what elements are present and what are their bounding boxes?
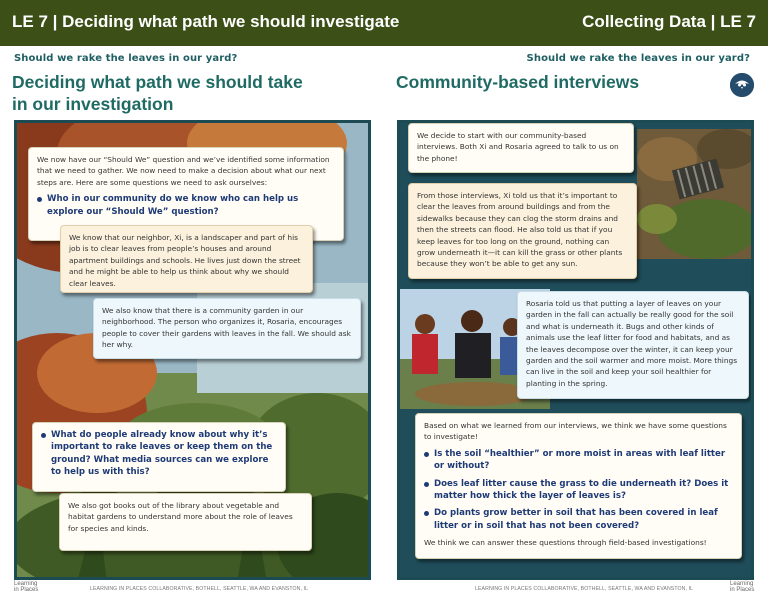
right-photo-panel <box>397 120 754 580</box>
driving-question-right: Should we rake the leaves in our yard? <box>526 53 750 64</box>
intro-text: We now have our “Should We” question and we’ve identified some information that we need to gather. We now need to make a decision about what our next steps are. Here are some questions we need to ask ourselves: <box>37 155 330 187</box>
left-page-title: Deciding what path we should take in our investigation <box>12 72 303 114</box>
question-grass-dies: Does leaf litter cause the grass to die underneath it? Does it matter how thick the layer of leaves is? <box>434 478 729 502</box>
right-page-header-title: Collecting Data | LE 7 <box>582 12 756 31</box>
driving-question-left: Should we rake the leaves in our yard? <box>14 53 238 64</box>
leaf-covered-drain-photo <box>637 129 754 259</box>
bullet-item <box>37 193 335 218</box>
question-soil-moisture: Is the soil “healthier” or more moist in areas with leaf litter or without? <box>434 448 726 472</box>
neighbor-xi-text: We know that our neighbor, Xi, is a landscaper and part of his job is to clear leaves from people’s houses and around apartment buildings and schools. He lives just down the street and he might be able to help us think about why we should clear leaves. <box>69 233 301 288</box>
investigation-questions-box <box>415 413 742 559</box>
logo-line1: Learning <box>14 581 38 587</box>
bullet-item <box>424 507 733 532</box>
library-books-text: We also got books out of the library about vegetable and habitat gardens to understand more about the role of leaves for species and kinds. <box>68 501 293 533</box>
learning-in-places-logo <box>730 581 754 593</box>
bullet-icon <box>37 197 42 202</box>
rosaria-interview-box <box>517 291 749 399</box>
xi-interview-text: From those interviews, Xi told us that it’s important to clear the leaves from around buildings and from the sidewalks because they can clog the storm drains and then the streets can flood. He also told us that if you keep leaves for too long on the ground, nothing can grow underneath it—it can kill the grass or other plants because they won’t be able to get any sun. <box>417 191 623 269</box>
right-page-title: Community-based interviews <box>396 72 640 92</box>
neighbor-xi-box <box>60 225 313 293</box>
community-question: Who in our community do we know who can help us explore our “Should We” question? <box>47 194 299 217</box>
bullet-icon <box>41 433 46 438</box>
learning-in-places-logo <box>14 581 38 593</box>
interview-start-text: We decide to start with our community-based interviews. Both Xi and Rosaria agreed to talk to us on the phone! <box>417 131 619 163</box>
logo-line2: in Places <box>14 587 39 593</box>
investigation-closing: We think we can answer these questions through field-based investigations! <box>424 538 707 548</box>
bullet-icon <box>424 511 429 516</box>
left-photo-panel <box>14 120 371 580</box>
left-page-header-title: LE 7 | Deciding what path we should investigate <box>12 12 400 31</box>
bullet-item <box>41 429 277 479</box>
owl-icon <box>730 73 754 97</box>
bullet-icon <box>424 482 429 487</box>
footer-credit-right: LEARNING IN PLACES COLLABORATIVE, BOTHELL, SEATTLE, WA AND EVANSTON, IL <box>475 586 694 592</box>
bullet-icon <box>424 452 429 457</box>
header-bar <box>0 0 768 46</box>
media-question: What do people already know about why it’s important to rake leaves or keep them on the ground? What media sources can we explore to help us with this? <box>51 430 273 478</box>
question-plants-grow: Do plants grow better in soil that has been covered in leaf litter or in soil that has not been covered? <box>434 508 718 531</box>
logo-line1: Learning <box>730 581 754 587</box>
bullet-item <box>424 478 733 503</box>
bullet-item <box>424 448 733 473</box>
community-garden-box <box>93 298 361 359</box>
media-question-box <box>32 422 286 492</box>
interview-start-box <box>408 123 634 173</box>
library-books-box <box>59 493 312 551</box>
rosaria-interview-text: Rosaria told us that putting a layer of leaves on your garden in the fall can actually be really good for the soil and what is underneath it. Bugs and other kinds of animals use the leaf litter for food and habitats, and as the leaves decompose over the winter, it can keep your garden and the soil warmer and more moist. More things can live in the soil and keep your soil healthier for planting in the spring. <box>526 299 738 388</box>
logo-line2: in Places <box>730 587 755 593</box>
investigation-intro: Based on what we learned from our interviews, we think we have some questions to investigate! <box>424 421 727 442</box>
footer-credit-left: LEARNING IN PLACES COLLABORATIVE, BOTHELL, SEATTLE, WA AND EVANSTON, IL <box>90 586 309 592</box>
xi-interview-box <box>408 183 637 279</box>
community-garden-text: We also know that there is a community garden in our neighborhood. The person who organizes it, Rosaria, encourages people to cover their gardens with leaves in the fall. We should ask her why. <box>102 306 351 350</box>
